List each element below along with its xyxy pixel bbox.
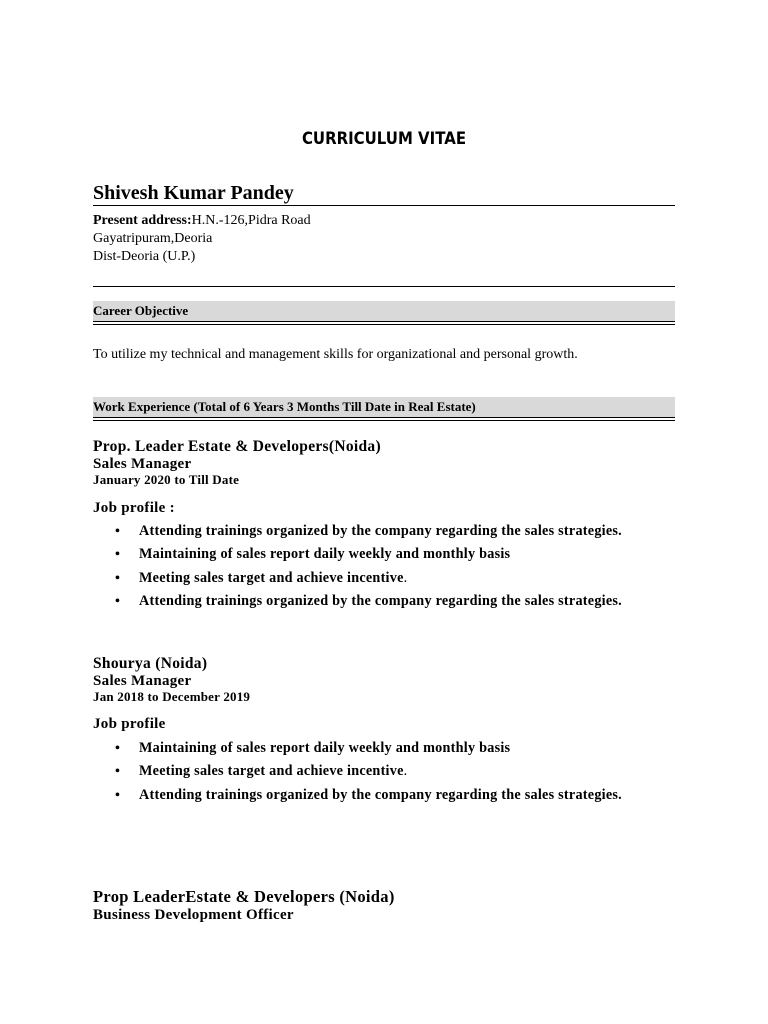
list-item: • Attending trainings organized by the company regarding the sales strategies.	[93, 590, 622, 613]
address-divider	[93, 286, 675, 287]
address-line-3: Dist-Deoria (U.P.)	[93, 249, 196, 264]
address-line-1	[93, 212, 311, 230]
work-experience-heading-text: Work Experience (Total of 6 Years 3 Months Till Date in Real Estate)	[93, 399, 476, 414]
section-double-rule	[93, 321, 675, 325]
list-item: • Meeting sales target and achieve incentive.	[93, 567, 622, 590]
job-1-company: Prop. Leader Estate & Developers(Noida)	[93, 438, 381, 455]
bullet-icon: •	[115, 570, 121, 586]
job-2-period: Jan 2018 to December 2019	[93, 689, 251, 704]
job-3-role: Business Development Officer	[93, 907, 294, 923]
job-2-company: Shourya (Noida)	[93, 655, 208, 672]
career-objective-text: To utilize my technical and management skills for organizational and personal growth.	[93, 347, 578, 362]
bullet-icon: •	[115, 524, 121, 539]
bullet-icon: •	[115, 741, 121, 756]
address-block	[93, 212, 311, 266]
bullet-icon: •	[115, 593, 121, 609]
job-1-role: Sales Manager	[93, 456, 192, 472]
career-objective-heading	[93, 301, 675, 321]
list-item: • Attending trainings organized by the company regarding the sales strategies.	[93, 520, 622, 543]
job-2-profile-label: Job profile	[93, 716, 166, 732]
job-2-role: Sales Manager	[93, 673, 192, 689]
career-objective-heading-text: Career Objective	[93, 303, 189, 318]
job-3-company: Prop LeaderEstate & Developers (Noida)	[93, 887, 395, 906]
name-divider	[93, 205, 675, 206]
job-1-profile-label: Job profile :	[93, 500, 175, 516]
address-line-2: Gayatripuram,Deoria	[93, 231, 213, 246]
job-2-responsibilities	[93, 737, 622, 807]
bullet-icon: •	[115, 764, 121, 780]
list-item: • Maintaining of sales report daily weekly and monthly basis	[93, 737, 622, 760]
list-item: • Attending trainings organized by the company regarding the sales strategies.	[93, 784, 622, 807]
address-label: Present address:	[93, 213, 192, 228]
candidate-name: Shivesh Kumar Pandey	[93, 182, 294, 204]
address-street: H.N.-126,Pidra Road	[191, 213, 311, 228]
list-item: • Maintaining of sales report daily weekly and monthly basis	[93, 543, 622, 566]
job-1-period: January 2020 to Till Date	[93, 472, 240, 487]
work-experience-heading	[93, 397, 675, 417]
document-title: CURRICULUM VITAE	[301, 129, 467, 149]
list-item: • Meeting sales target and achieve incentive.	[93, 760, 622, 783]
bullet-icon: •	[115, 787, 121, 803]
bullet-icon: •	[115, 547, 121, 563]
section-double-rule	[93, 417, 675, 421]
job-1-responsibilities	[93, 520, 622, 613]
